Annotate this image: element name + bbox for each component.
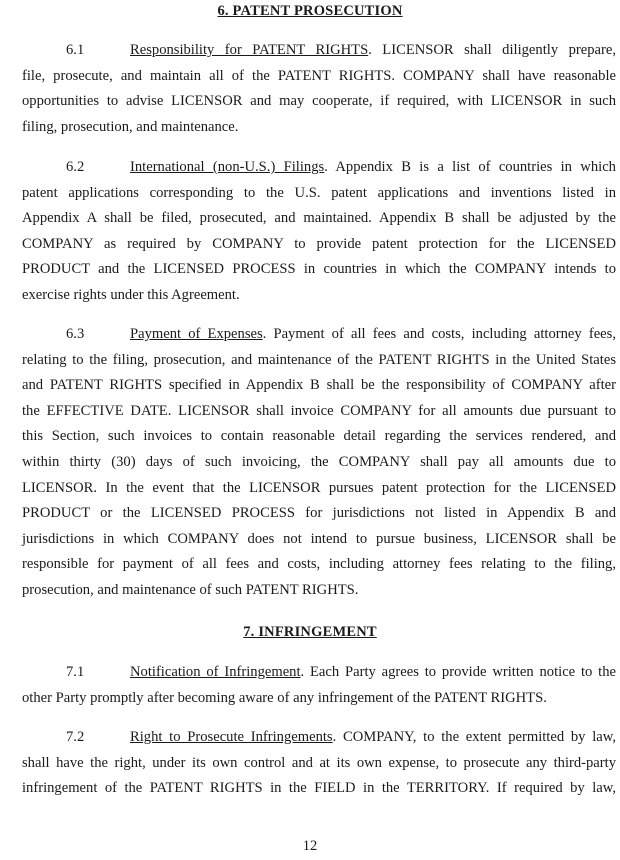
section-heading-infringement: 7. INFRINGEMENT [243, 624, 377, 640]
paragraph-number: 7.2 [66, 729, 85, 745]
paragraph-title: Right to Prosecute Infringements [130, 729, 333, 745]
paragraph-number: 6.1 [66, 42, 85, 58]
paragraph-6-2: 6.2 International (non-U.S.) Filings. Appendix B is a list of countries in which patent applications corresponding to the U.S. patent applications and inventions listed in Appendix A shall be filed, prosecuted, and maintained. Appendix B shall be adjusted by the COMPANY as required by COMPANY to provide patent protection for the LICENSED PRODUCT and the LICENSED PROCESS in countries in which the COMPANY intends to exercise rights under this Agreement. [22, 155, 616, 309]
paragraph-title: Responsibility for PATENT RIGHTS [130, 42, 369, 58]
section-heading-patent-prosecution: 6. PATENT PROSECUTION [217, 3, 403, 19]
paragraph-number: 7.1 [66, 664, 85, 680]
paragraph-number: 6.3 [66, 326, 85, 342]
paragraph-6-3: 6.3 Payment of Expenses. Payment of all fees and costs, including attorney fees, relating to the filing, prosecution, and maintenance of the PATENT RIGHTS in the United States and PATENT RIGHTS specified in Appendix B shall be the responsibility of COMPANY after the EFFECTIVE DATE. LICENSOR shall invoice COMPANY for all amounts due pursuant to this Section, such invoices to contain reasonable detail regarding the services rendered, and within thirty (30) days of such invoicing, the COMPANY shall pay all amounts due to LICENSOR. In the event that the LICENSOR pursues patent protection for the LICENSED PRODUCT or the LICENSED PROCESS for jurisdictions not listed in Appendix B and jurisdictions in which COMPANY does not intend to pursue business, LICENSOR shall be responsible for payment of all fees and costs, including attorney fees relating to the filing, prosecution, and maintenance of such PATENT RIGHTS. [22, 322, 616, 604]
paragraph-title: Payment of Expenses [130, 326, 263, 342]
paragraph-title: Notification of Infringement [130, 664, 301, 680]
paragraph-7-2: 7.2 Right to Prosecute Infringements. COMPANY, to the extent permitted by law, shall have the right, under its own control and at its own expense, to prosecute any third-party infringement of the PATENT RIGHTS in the FIELD in the TERRITORY. If required by law, [22, 725, 616, 802]
paragraph-title: International (non-U.S.) Filings [130, 159, 325, 175]
paragraph-6-1: 6.1 Responsibility for PATENT RIGHTS. LICENSOR shall diligently prepare, file, prosecute, and maintain all of the PATENT RIGHTS. COMPANY shall have reasonable opportunities to advise LICENSOR and may cooperate, if required, with LICENSOR in such filing, prosecution, and maintenance. [22, 38, 616, 140]
paragraph-7-1: 7.1 Notification of Infringement. Each Party agrees to provide written notice to the other Party promptly after becoming aware of any infringement of the PATENT RIGHTS. [22, 660, 616, 711]
paragraph-number: 6.2 [66, 159, 85, 175]
page-number: 12 [302, 838, 318, 854]
